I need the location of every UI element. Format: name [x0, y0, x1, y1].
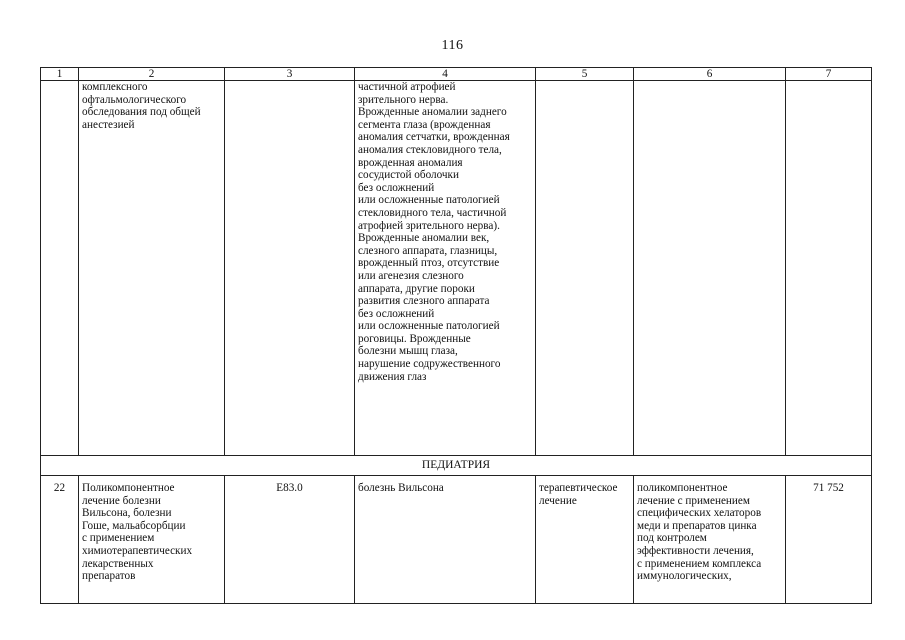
care-type-cell: [79, 476, 225, 604]
cost-cell: 71 752: [786, 476, 872, 604]
cell-line: с применением: [82, 532, 155, 545]
cell-line: аппарата, другие пороки: [358, 282, 475, 295]
cell-line: движения глаз: [358, 370, 427, 383]
cell-line: специфических хелаторов: [637, 507, 762, 520]
column-header-5: 5: [536, 68, 634, 81]
icd-code-cell: E83.0: [225, 476, 355, 604]
cell-line: Вильсона, болезни: [82, 507, 172, 520]
table-row-22: [41, 476, 872, 604]
cell-line: поликомпонентное: [637, 482, 728, 494]
cell-line: с применением комплекса: [637, 557, 762, 570]
continuation-cost-cell: [786, 81, 872, 456]
section-header-row: [41, 456, 872, 476]
cell-line: химиотерапевтических: [82, 544, 193, 557]
cell-line: слезного аппарата, глазницы,: [358, 244, 498, 257]
cell-line: зрительного нерва.: [358, 93, 449, 106]
continuation-treatment-method-cell: [634, 81, 786, 456]
cell-line: эффективности лечения,: [637, 544, 754, 557]
cell-line: анестезией: [82, 118, 135, 131]
cell-line: атрофией зрительного нерва).: [358, 219, 500, 232]
cell-line: нарушение содружественного: [358, 358, 501, 371]
cell-line: терапевтическое: [539, 482, 618, 494]
cell-line: аномалия сетчатки, врожденная: [358, 131, 510, 144]
cell-line: без осложнений: [358, 181, 435, 194]
cell-line: обследования под общей: [82, 106, 201, 119]
continuation-method-cell: [79, 81, 225, 456]
column-header-3: 3: [225, 68, 355, 81]
section-title: ПЕДИАТРИЯ: [41, 456, 872, 476]
medical-care-table: [40, 67, 872, 604]
cell-line: лечение с применением: [637, 494, 750, 507]
cell-line: или осложненные патологией: [358, 320, 500, 333]
treatment-method-cell: [634, 476, 786, 604]
cell-line: Поликомпонентное: [82, 482, 175, 494]
cell-line: Врожденные аномалии заднего: [358, 106, 507, 119]
diagnosis-cell: болезнь Вильсона: [355, 476, 536, 604]
cell-line: меди и препаратов цинка: [637, 519, 757, 532]
column-header-6: 6: [634, 68, 786, 81]
cell-line: сегмента глаза (врожденная: [358, 118, 491, 131]
cell-line: под контролем: [637, 532, 707, 545]
continuation-treatment-type-cell: [536, 81, 634, 456]
cell-line: иммунологических,: [637, 570, 732, 583]
cell-line: офтальмологического: [82, 93, 187, 106]
cell-line: лечение болезни: [82, 494, 161, 507]
page-number: 116: [441, 38, 464, 53]
cell-line: развития слезного аппарата: [358, 295, 490, 308]
cell-line: роговицы. Врожденные: [358, 332, 471, 345]
cell-line: Гоше, мальабсорбции: [82, 519, 186, 532]
cell-line: препаратов: [82, 570, 136, 583]
cell-line: врожденная аномалия: [358, 156, 463, 169]
column-header-4: 4: [355, 68, 536, 81]
cell-line: лекарственных: [82, 557, 154, 570]
cell-line: болезни мышц глаза,: [358, 345, 458, 358]
cell-line: частичной атрофией: [358, 81, 456, 93]
cell-line: или агенезия слезного: [358, 269, 464, 282]
column-header-2: 2: [79, 68, 225, 81]
column-header-7: 7: [786, 68, 872, 81]
column-number-header-row: [41, 68, 872, 81]
row-number-cell: 22: [41, 476, 79, 604]
cell-line: лечение: [539, 494, 577, 507]
column-header-1: 1: [41, 68, 79, 81]
continuation-number-cell: [41, 81, 79, 456]
cell-line: комплексного: [82, 81, 148, 93]
cell-line: аномалия стекловидного тела,: [358, 143, 502, 156]
cell-line: сосудистой оболочки: [358, 169, 459, 182]
cell-line: стекловидного тела, частичной: [358, 206, 507, 219]
cell-line: врожденный птоз, отсутствие: [358, 257, 500, 270]
continuation-code-cell: [225, 81, 355, 456]
continuation-diagnosis-cell: [355, 81, 536, 456]
cell-line: или осложненные патологией: [358, 194, 500, 207]
cell-line: Врожденные аномалии век,: [358, 232, 490, 245]
continuation-table-row: [41, 81, 872, 456]
treatment-type-cell: [536, 476, 634, 604]
cell-line: без осложнений: [358, 307, 435, 320]
